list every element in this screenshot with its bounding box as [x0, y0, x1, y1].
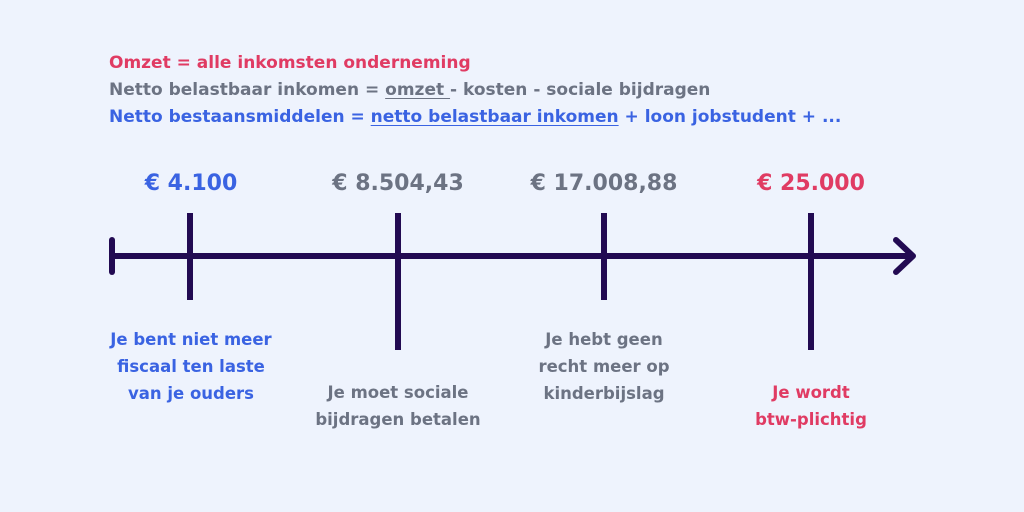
legend-line2-suffix: - kosten - sociale bijdragen: [450, 80, 711, 100]
legend-line3-suffix: + loon jobstudent + ...: [618, 107, 842, 127]
legend-omzet-text: Omzet = alle inkomsten onderneming: [109, 53, 471, 73]
legend-line2-underlined: omzet: [385, 80, 451, 100]
legend-line3-prefix: Netto bestaansmiddelen =: [109, 107, 371, 127]
note-line: btw-plichtig: [755, 410, 867, 429]
note-line: Je wordt: [772, 383, 850, 402]
amount-17008: € 17.008,88: [530, 171, 678, 196]
legend-line2-prefix: Netto belastbaar inkomen =: [109, 80, 386, 100]
note-btw-plichtig: [681, 379, 941, 433]
note-line: kinderbijslag: [543, 384, 665, 403]
note-line: Je bent niet meer: [110, 330, 272, 349]
note-line: Je hebt geen: [545, 330, 663, 349]
amount-25000: € 25.000: [757, 171, 865, 196]
note-line: recht meer op: [538, 357, 670, 376]
legend-line3-underlined: netto belastbaar inkomen: [370, 107, 619, 127]
amount-8504: € 8.504,43: [332, 171, 464, 196]
note-line: van je ouders: [127, 384, 254, 403]
note-line: bijdragen betalen: [315, 410, 481, 429]
note-line: fiscaal ten laste: [117, 357, 265, 376]
note-line: Je moet sociale: [327, 383, 469, 402]
amount-4100: € 4.100: [144, 171, 238, 196]
